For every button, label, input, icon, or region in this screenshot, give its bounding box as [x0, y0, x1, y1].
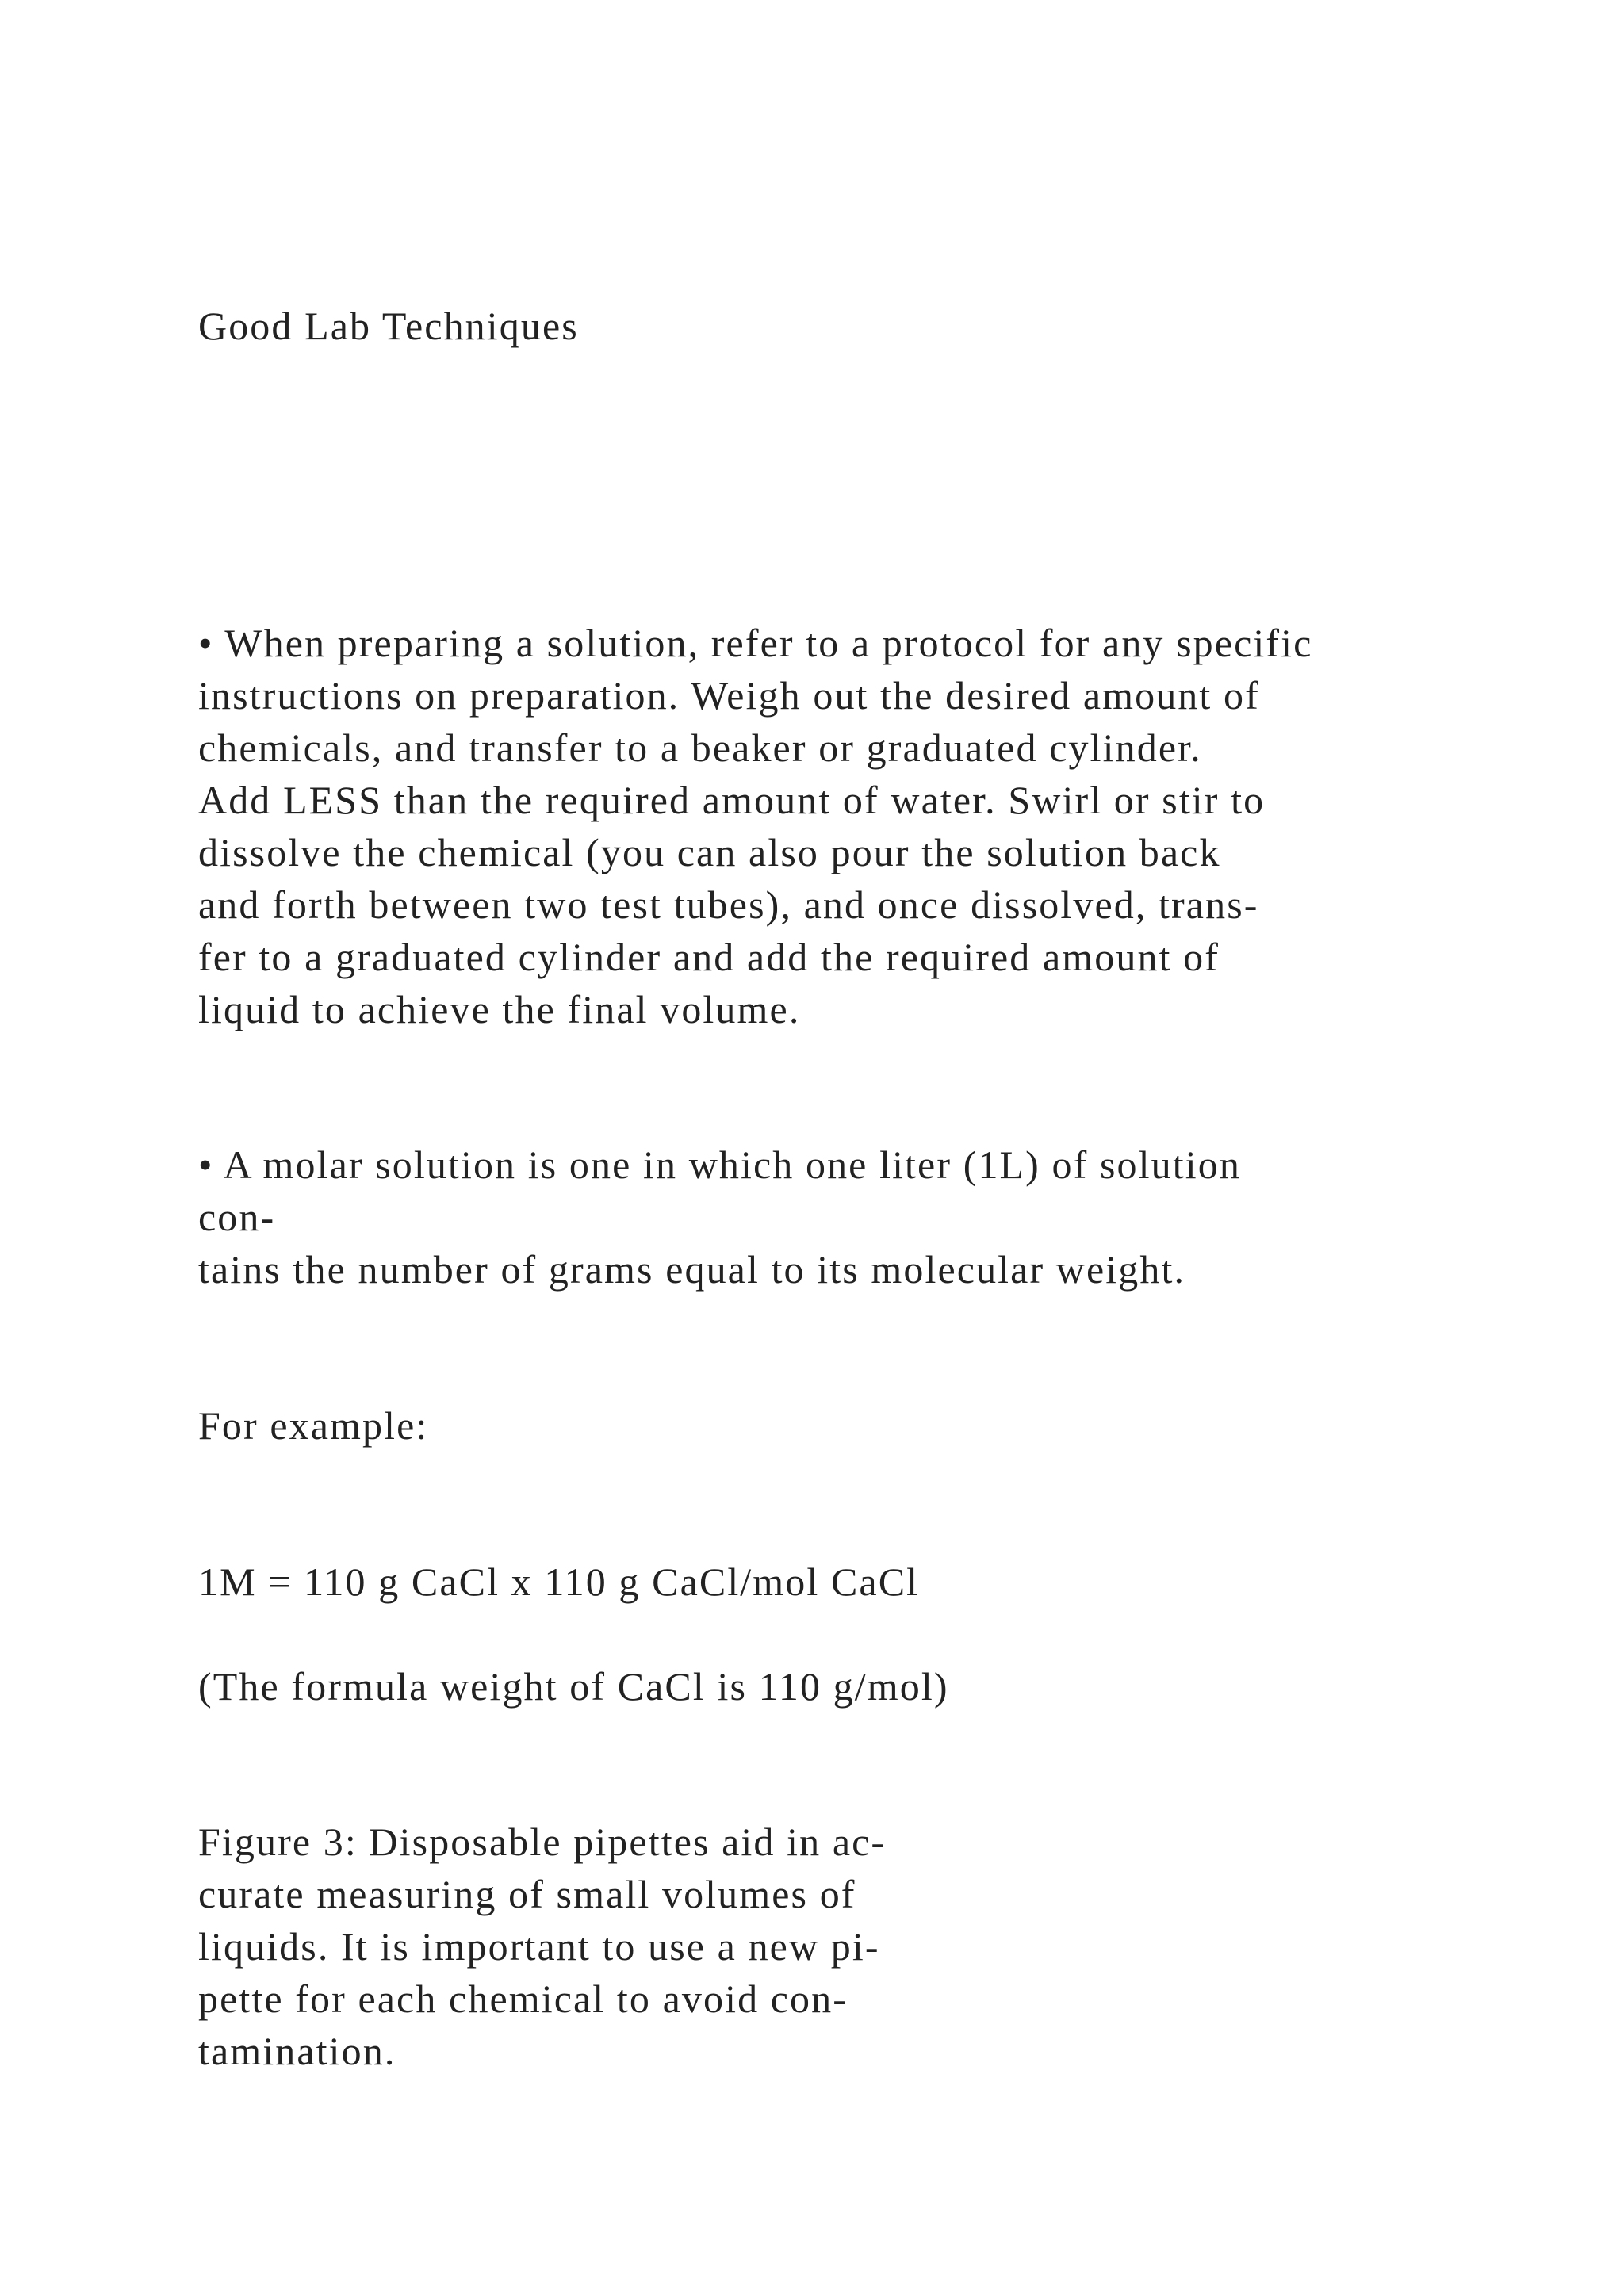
paragraph-line: instructions on preparation. Weigh out the desired amount of: [198, 673, 1260, 718]
paragraph-line: tains the number of grams equal to its molecular weight.: [198, 1247, 1186, 1292]
paragraph-line: chemicals, and transfer to a beaker or graduated cylinder.: [198, 725, 1202, 770]
molarity-equation: 1M = 110 g CaCl x 110 g CaCl/mol CaCl: [198, 1559, 920, 1604]
paragraph-line: dissolve the chemical (you can also pour the solution back: [198, 830, 1221, 874]
paragraph-line: Add LESS than the required amount of water. Swirl or stir to: [198, 778, 1266, 822]
paragraph-line: liquid to achieve the final volume.: [198, 987, 801, 1031]
paragraph-line: • A molar solution is one in which one liter (1L) of solution: [198, 1142, 1241, 1187]
caption-line: Figure 3: Disposable pipettes aid in ac-: [198, 1820, 887, 1864]
paragraph-line: • When preparing a solution, refer to a protocol for any specific: [198, 621, 1313, 665]
caption-line: tamination.: [198, 2029, 396, 2073]
formula-weight-note: (The formula weight of CaCl is 110 g/mol): [198, 1664, 949, 1709]
caption-line: curate measuring of small volumes of: [198, 1872, 856, 1916]
document-title: Good Lab Techniques: [198, 304, 579, 348]
paragraph-line: con-: [198, 1195, 276, 1239]
caption-line: liquids. It is important to use a new pi-: [198, 1924, 880, 1969]
paragraph-line: and forth between two test tubes), and once dissolved, trans-: [198, 882, 1259, 927]
example-label: For example:: [198, 1403, 429, 1448]
caption-line: pette for each chemical to avoid con-: [198, 1976, 848, 2021]
paragraph-line: fer to a graduated cylinder and add the required amount of: [198, 935, 1220, 979]
